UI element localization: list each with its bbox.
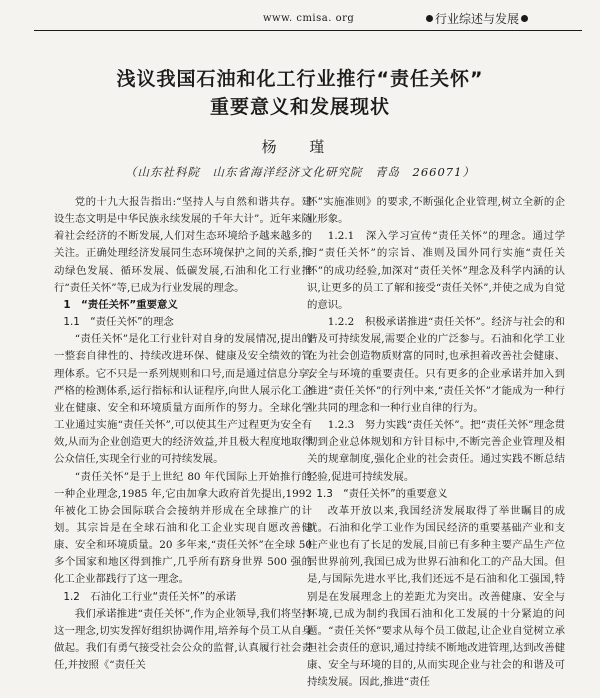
section-heading: 1 “责任关怀”重要意义 [63, 298, 178, 311]
article-title-line-2: 重要意义和发展现状 [209, 96, 390, 118]
paragraph: 1.2.2 积极承诺推进“责任关怀”。经济与社会的和谐及可持续发展,需要企业的广泛参与。石油和化学工业在为社会创造物质财富的同时,也承担着改善社会健康、安全与环境的重要责任。只有更多的企业承诺并加入到推进“责任关怀”的行列中来,“责任关怀”才能成为一种行业共同的理念和一种行业自律的行为。 [307, 316, 565, 414]
page-header [0, 0, 600, 36]
bullet-dot-icon [426, 15, 433, 22]
paragraph: “责任关怀”是于上世纪 80 年代国际上开始推行的一种企业理念,1985 年,它由加拿大政府首先提出,1992 年被化工协会国际联合会接纳并形成在全球推广的计划。其宗旨是在全球石油和化工企业实现自愿改善健康、安全和环境质量。20 多年来,“责任关怀”在全球 50 多个国家和地区得到推广,几乎所有跻身世界 500 强的化工企业都践行了这一理念。 [54, 470, 312, 586]
right-column [307, 194, 565, 692]
paragraph: 党的十九大报告指出:“坚持人与自然和谐共存。建设生态文明是中华民族永续发展的千年大计”。近年来随着社会经济的不断发展,人们对生态环境给予越来越多的关注。正确处理经济发展同生态环境保护之间的关系,推动绿色发展、循环发展、低碳发展,石油和化工行业推行“责任关怀”等,已成为行业发展的理念。 [54, 196, 312, 294]
site-url: www. cmisa. org [263, 13, 355, 24]
subsection-heading: 1.3 “责任关怀”的重要意义 [316, 487, 448, 500]
author: 杨 瑾 [261, 138, 339, 156]
paragraph: “责任关怀”是化工行业针对自身的发展情况,提出的一整套自律性的、持续改进环保、健康及安全绩效的管理体系。它不只是一系列规则和口号,而是通过信息分享,严格的检测体系,运行指标和认证程序,向世人展示化工企业在健康、安全和环境质量方面所作的努力。全球化学工业通过实施“责任关怀”,可以使其生产过程更为安全有效,从而为企业创造更大的经济效益,并且极大程度地取得公众信任,实现全行业的可持续发展。 [54, 333, 312, 466]
left-column [54, 194, 312, 674]
paragraph: 改革开放以来,我国经济发展取得了举世瞩目的成就。石油和化学工业作为国民经济的重要基础产业和支柱产业也有了长足的发展,目前已有多种主要产品生产位居世界前列,我国已成为世界石油和化工的产品大国。但是,与国际先进水平比,我们还远不是石油和化工强国,特别是在发展理念上的差距尤为突出。改善健康、安全与环境,已成为制约我国石油和化工发展的十分紧迫的问题。“责任关怀”要求从每个员工做起,让企业自觉树立承担社会责任的意识,通过持续不断地改进管理,达到改善健康、安全与环境的目的,从而实现企业与社会的和谐及可持续发展。因此,推进“责任 [307, 504, 565, 689]
paragraph: 1.2.3 努力实践“责任关怀”。把“责任关怀”理念贯彻到企业总体规划和方针目标中,不断完善企业管理及相关的规章制度,强化企业的社会责任。通过实践不断总结经验,促进可持续发展。 [307, 419, 565, 483]
subsection-heading: 1.2 石油化工行业“责任关怀”的承诺 [63, 590, 237, 603]
paragraph: 我们承诺推进“责任关怀”,作为企业领导,我们将坚持这一理念,切实发挥好组织协调作用,培养每个员工从自身做起。我们有勇气接受社会公众的监督,认真履行社会责任,并按照《“责任关 [54, 607, 312, 672]
header-rule [34, 30, 582, 31]
bullet-dot-icon [521, 15, 528, 22]
paragraph: 怀”实施准则》的要求,不断强化企业管理,树立全新的企业形象。 [307, 196, 565, 226]
article-title-line-1: 浅议我国石油和化工行业推行“责任关怀” [116, 68, 484, 90]
subsection-heading: 1.1 “责任关怀”的理念 [63, 316, 174, 329]
paragraph: 1.2.1 深入学习宣传“责任关怀”的理念。通过学习“责任关怀”的宗旨、准则及国外同行实施“责任关怀”的成功经验,加深对“责任关怀”理念及科学内涵的认识,让更多的员工了解和接受“责任关怀”,并使之成为自觉的意识。 [307, 230, 565, 311]
section-tag [424, 10, 530, 27]
affiliation: （山东社科院 山东省海洋经济文化研究院 青岛 266071） [125, 165, 475, 179]
section-label: 行业综述与发展 [435, 12, 520, 26]
